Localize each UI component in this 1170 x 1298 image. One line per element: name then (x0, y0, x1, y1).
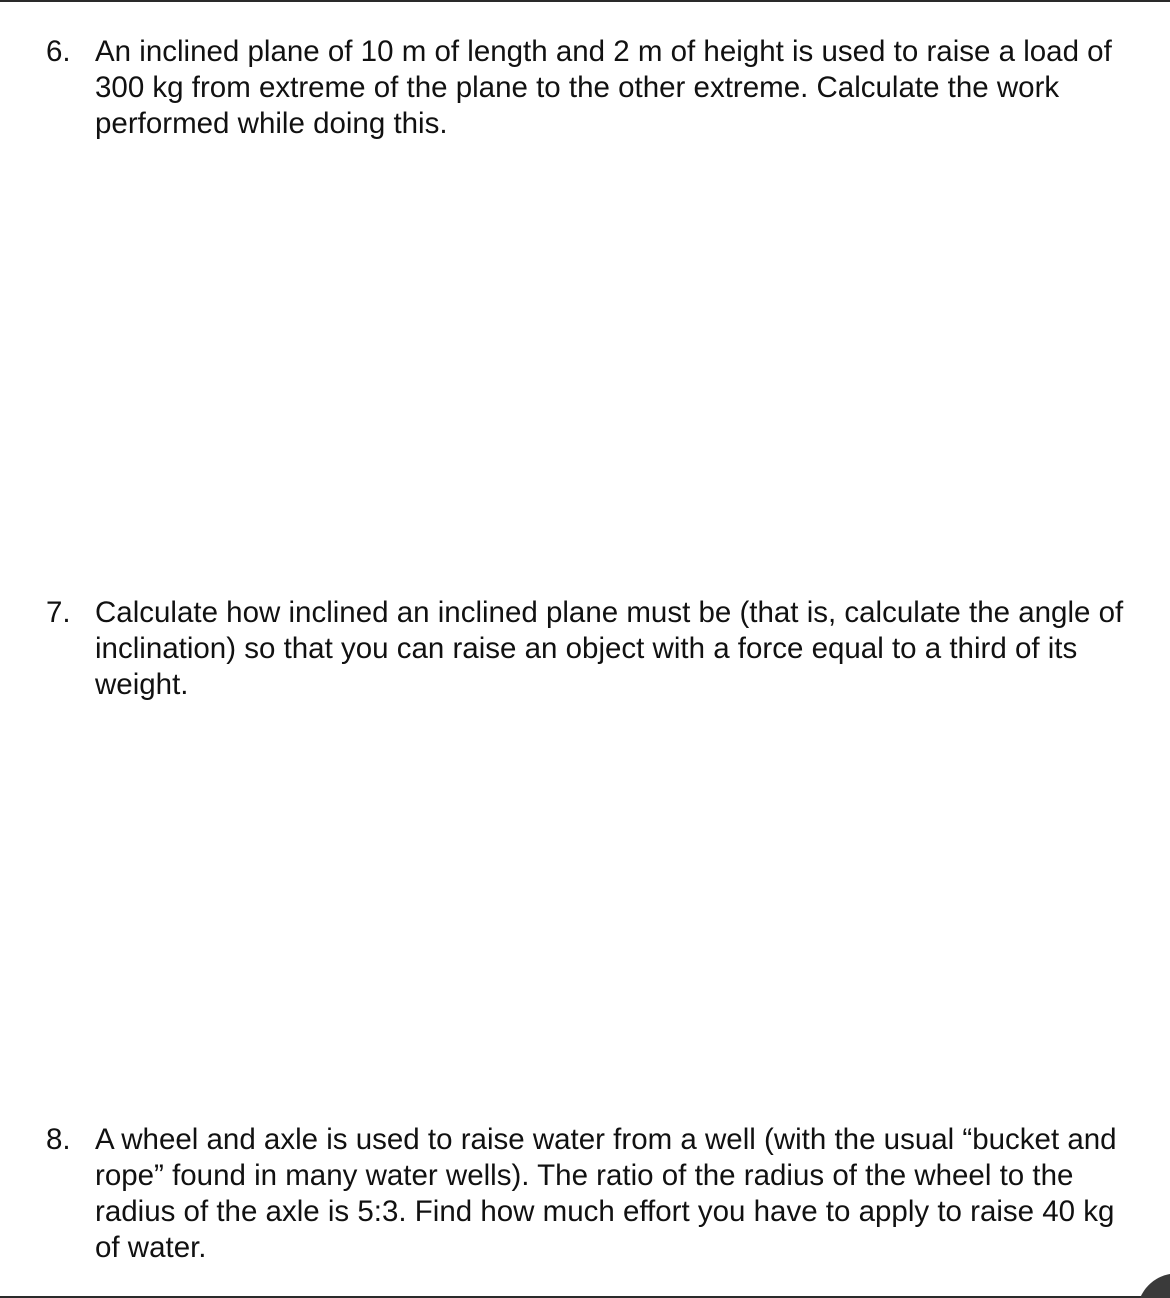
question-7 (46, 595, 1136, 703)
question-number: 7. (46, 596, 71, 629)
question-text: Calculate how inclined an inclined plane must be (that is, calculate the angle of inclination) so that you can raise an object with a force equal to a third of its weight. (95, 596, 1124, 701)
top-divider (0, 0, 1170, 2)
question-text: A wheel and axle is used to raise water from a well (with the usual “bucket and rope” found in many water wells). The ratio of the radius of the wheel to the radius of the axle is 5:3. Find how much effort you have to apply to raise 40 kg of water. (95, 1123, 1117, 1264)
corner-shadow-icon (1140, 1272, 1170, 1298)
question-number: 8. (46, 1123, 71, 1156)
question-8 (46, 1122, 1136, 1266)
question-6 (46, 34, 1136, 142)
question-text: An inclined plane of 10 m of length and 2 m of height is used to raise a load of 300 kg from extreme of the plane to the other extreme. Calculate the work performed while doing this. (95, 35, 1112, 140)
question-number: 6. (46, 35, 71, 68)
